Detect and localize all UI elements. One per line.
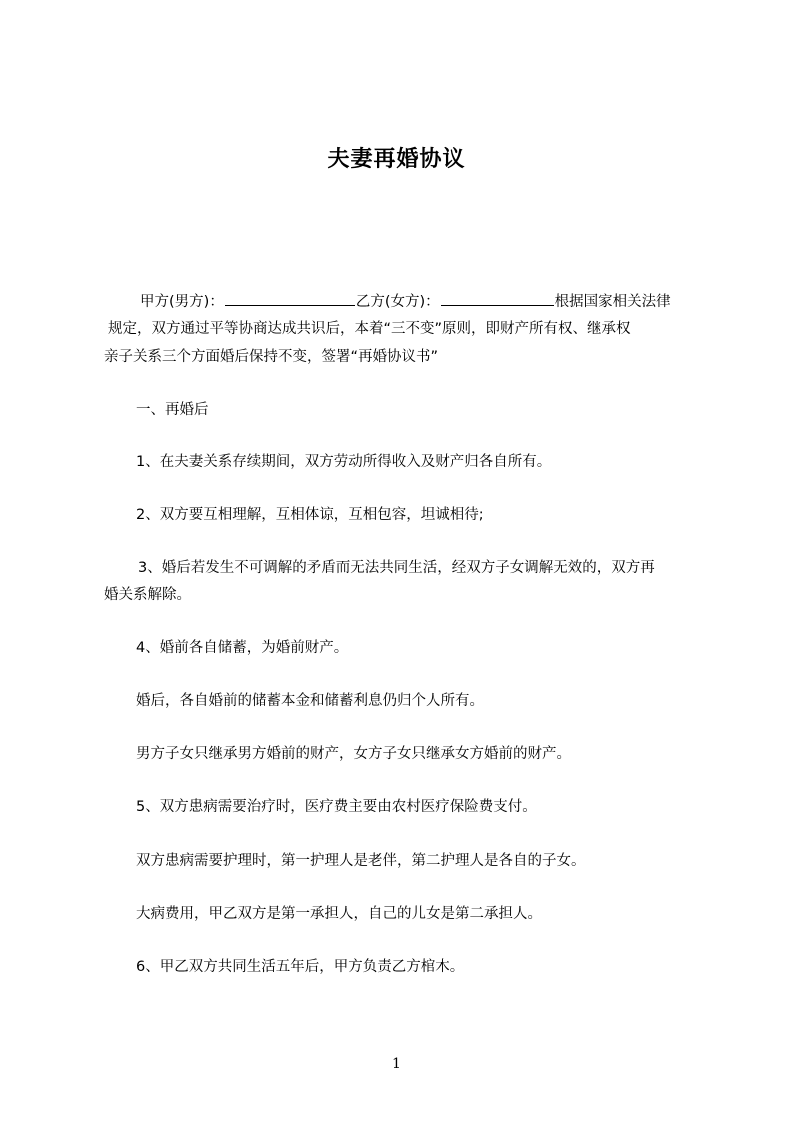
clause-5-paragraph-2: 双方患病需要护理时，第一护理人是老伴，第二护理人是各自的子女。	[136, 853, 586, 869]
section-heading: 一、再婚后	[136, 402, 209, 418]
page-number: 1	[392, 1056, 401, 1072]
clause-1: 1、在夫妻关系存续期间，双方劳动所得收入及财产归各自所有。	[136, 454, 552, 470]
clause-3-line-1: 3、婚后若发生不可调解的矛盾而无法共同生活，经双方子女调解无效的，双方再	[138, 560, 655, 576]
document-title: 夫妻再婚协议	[327, 147, 466, 172]
intro-line-1	[140, 291, 671, 312]
clause-4: 4、婚前各自储蓄，为婚前财产。	[136, 640, 349, 656]
clause-4-paragraph-3: 男方子女只继承男方婚前的财产，女方子女只继承女方婚前的财产。	[136, 746, 571, 762]
clause-4-paragraph-2: 婚后，各自婚前的储蓄本金和储蓄利息仍归个人所有。	[136, 693, 484, 709]
clause-5: 5、双方患病需要治疗时，医疗费主要由农村医疗保险费支付。	[136, 799, 537, 815]
party-a-blank	[225, 291, 355, 306]
intro-line-3: 亲子关系三个方面婚后保持不变，签署“再婚协议书”	[104, 349, 439, 365]
party-a-label: 甲方(男方)：	[140, 294, 224, 310]
party-b-label: 乙方(女方)：	[355, 294, 440, 310]
party-b-blank	[441, 291, 554, 306]
intro-line-2: 规定，双方通过平等协商达成共识后，本着“三不变”原则，即财产所有权、继承权	[108, 321, 631, 337]
clause-5-paragraph-3: 大病费用，甲乙双方是第一承担人，自己的儿女是第二承担人。	[136, 906, 542, 922]
intro-line-1-tail: 根据国家相关法律	[554, 294, 671, 310]
clause-6: 6、甲乙双方共同生活五年后，甲方负责乙方棺木。	[136, 959, 465, 975]
clause-3-line-2: 婚关系解除。	[104, 587, 191, 603]
clause-2: 2、双方要互相理解，互相体谅，互相包容，坦诚相待;	[136, 507, 484, 523]
